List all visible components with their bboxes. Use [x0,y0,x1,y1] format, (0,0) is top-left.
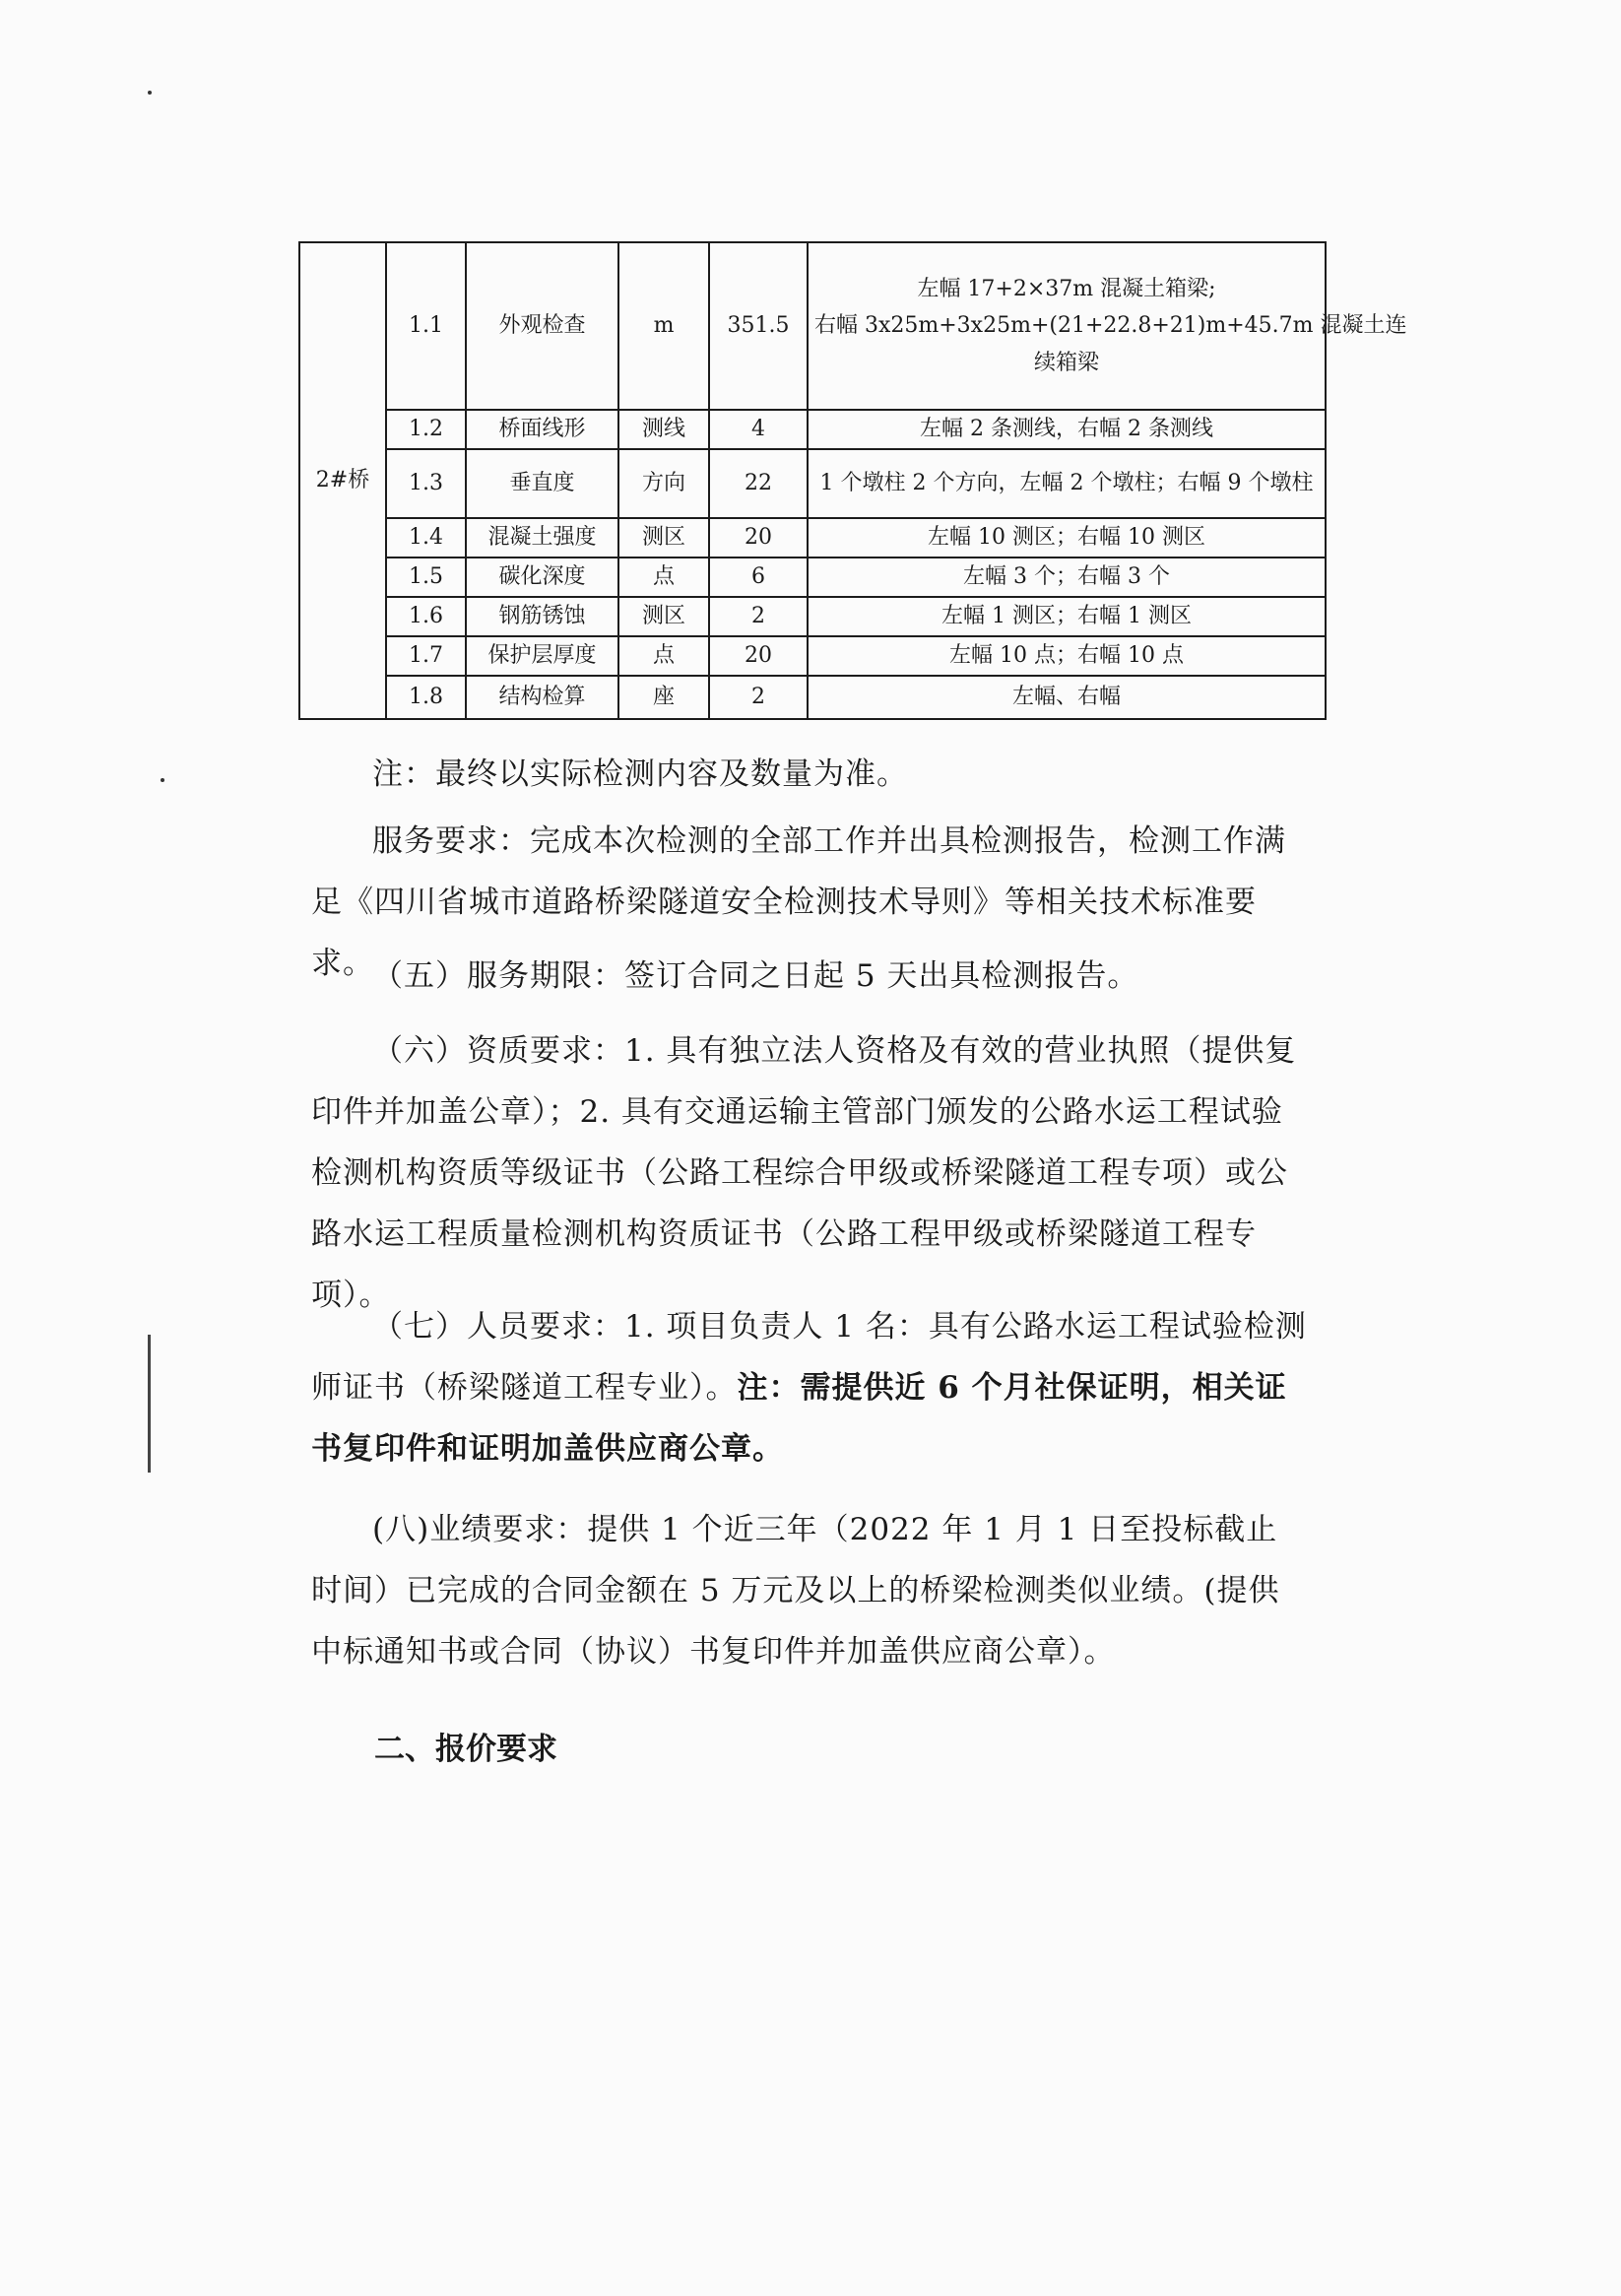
table-row [299,410,1326,449]
table-row [299,449,1326,518]
row-no: 1.5 [386,558,466,597]
row-desc: 1 个墩柱 2 个方向，左幅 2 个墩柱；右幅 9 个墩柱 [808,449,1326,518]
row-qty: 22 [709,449,808,518]
row-desc: 左幅 10 测区；右幅 10 测区 [808,518,1326,558]
scan-speck [161,778,164,782]
table-row [299,676,1326,719]
row-desc: 左幅 2 条测线，右幅 2 条测线 [808,410,1326,449]
row-item: 混凝土强度 [466,518,618,558]
row-unit: 方向 [618,449,709,518]
row-no: 1.6 [386,597,466,636]
row-item: 桥面线形 [466,410,618,449]
service-period: （五）服务期限：签订合同之日起 5 天出具检测报告。 [372,958,1139,994]
row-unit: 点 [618,636,709,676]
row-item: 保护层厚度 [466,636,618,676]
row-unit: 测线 [618,410,709,449]
row-desc: 左幅 10 点；右幅 10 点 [808,636,1326,676]
row-unit: m [618,242,709,410]
row-qty: 4 [709,410,808,449]
row-item: 钢筋锈蚀 [466,597,618,636]
row-qty: 20 [709,636,808,676]
row-qty: 2 [709,597,808,636]
row-qty: 2 [709,676,808,719]
qualification-requirement: （六）资质要求：1. 具有独立法人资格及有效的营业执照（提供复印件并加盖公章）；2. 具有交通运输主管部门颁发的公路水运工程试验检测机构资质等级证书（公路工程综合甲级或桥梁隧道工程专项）或公路水运工程质量检测机构资质证书（公路工程甲级或桥梁隧道工程专项）。 [311,1033,1297,1313]
personnel-requirement [311,1296,1308,1479]
desc-line: 左幅 17+2×37m 混凝土箱梁; [917,276,1216,301]
row-desc: 左幅 1 测区；右幅 1 测区 [808,597,1326,636]
row-unit: 座 [618,676,709,719]
row-desc: 左幅、右幅 [808,676,1326,719]
desc-line: 右幅 3x25m+3x25m+(21+22.8+21)m+45.7m 混凝土连 [814,313,1407,339]
row-no: 1.3 [386,449,466,518]
row-item: 垂直度 [466,449,618,518]
note-text: 注：最终以实际检测内容及数量为准。 [372,756,908,792]
table-row [299,558,1326,597]
service-requirement: 服务要求：完成本次检测的全部工作并出具检测报告，检测工作满足《四川省城市道路桥梁隧道安全检测技术导则》等相关技术标准要求。 [311,823,1286,981]
row-no: 1.7 [386,636,466,676]
desc-line: 续箱梁 [1033,350,1099,375]
row-qty: 351.5 [709,242,808,410]
row-desc [808,242,1407,410]
row-item: 外观检查 [466,242,618,410]
scan-margin-mark [148,1335,151,1473]
table-row [299,518,1326,558]
personnel-note: 注：需提供近 6 个月社保证明，相关证书复印件和证明加盖供应商公章。 [311,1370,1287,1467]
row-unit: 点 [618,558,709,597]
inspection-table [298,241,1407,720]
row-desc: 左幅 3 个；右幅 3 个 [808,558,1326,597]
row-no: 1.4 [386,518,466,558]
scan-speck [148,91,152,95]
table-row [299,242,1326,410]
row-no: 1.2 [386,410,466,449]
row-item: 结构检算 [466,676,618,719]
performance-requirement: (八)业绩要求：提供 1 个近三年（2022 年 1 月 1 日至投标截止时间）已完成的合同金额在 5 万元及以上的桥梁检测类似业绩。(提供中标通知书或合同（协议）书复印件并加盖供应商公章）。 [311,1512,1280,1670]
personnel-text: （七）人员要求：1. 项目负责人 1 名：具有公路水运工程试验检测师证书（桥梁隧道工程专业）。 [311,1309,1307,1406]
row-unit: 测区 [618,518,709,558]
row-no: 1.1 [386,242,466,410]
table-row [299,597,1326,636]
bridge-group-cell: 2#桥 [299,242,386,719]
table-row [299,636,1326,676]
row-qty: 6 [709,558,808,597]
section-heading: 二、报价要求 [374,1732,557,1767]
row-no: 1.8 [386,676,466,719]
row-item: 碳化深度 [466,558,618,597]
row-qty: 20 [709,518,808,558]
row-unit: 测区 [618,597,709,636]
